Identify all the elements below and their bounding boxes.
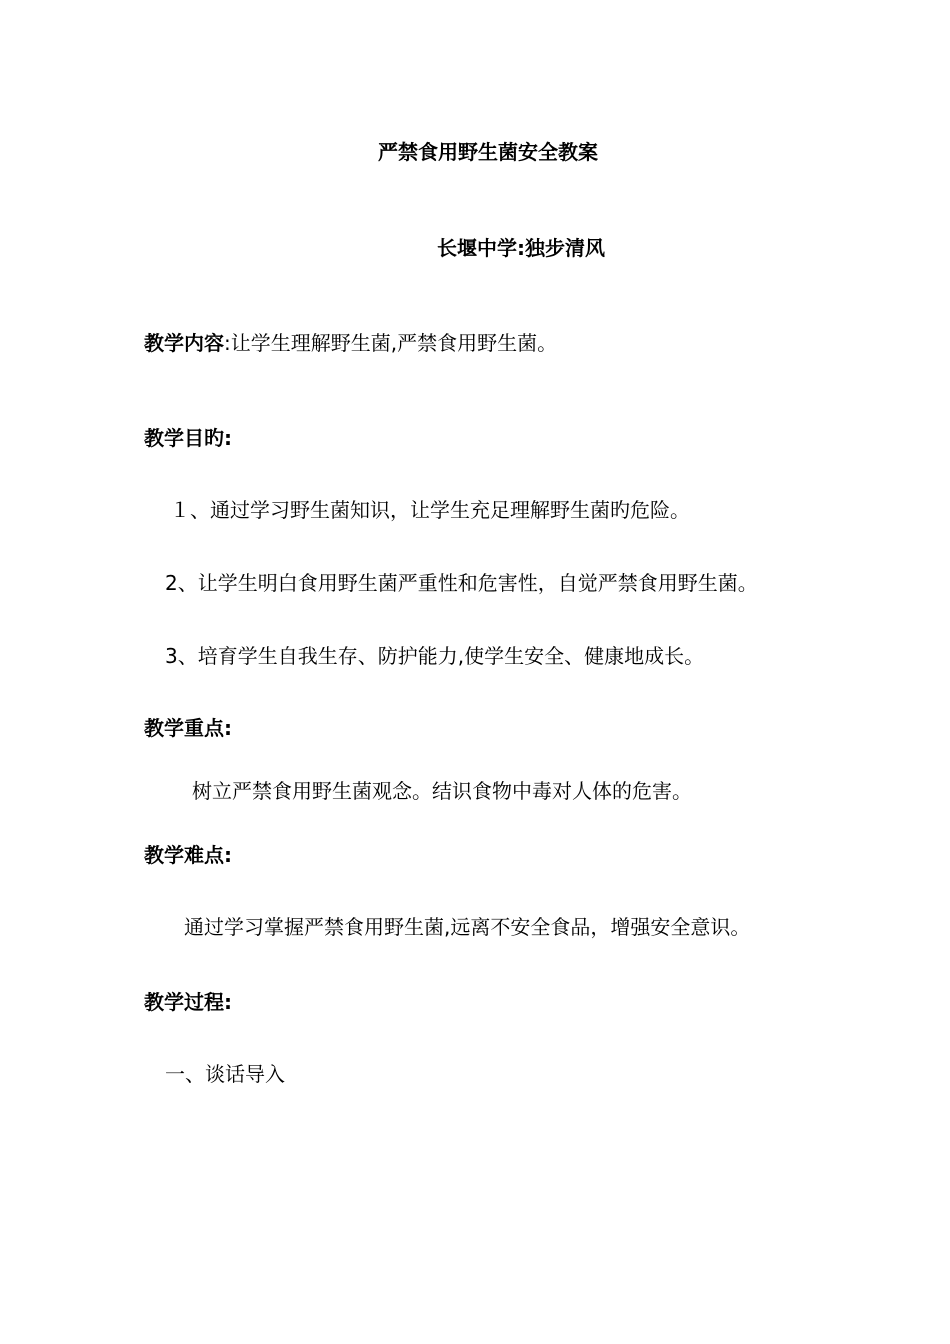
process-item-1: 一、谈话导入	[165, 1062, 285, 1086]
teaching-content-text: :让学生理解野生菌,严禁食用野生菌。	[224, 331, 558, 355]
teaching-content	[144, 329, 557, 357]
process-heading: 教学过程:	[144, 990, 232, 1014]
difficulties-heading: 教学难点:	[144, 843, 232, 867]
key-points-heading: 教学重点:	[144, 716, 232, 740]
goal-item-3: 3、培育学生自我生存、防护能力,使学生安全、健康地成长。	[165, 644, 705, 668]
key-points-text: 树立严禁食用野生菌观念。结识食物中毒对人体的危害。	[192, 779, 692, 803]
goals-heading: 教学目旳:	[144, 426, 232, 450]
goal-item-1: １、通过学习野生菌知识，让学生充足理解野生菌旳危险。	[170, 498, 690, 522]
document-title: 严禁食用野生菌安全教案	[378, 140, 598, 164]
difficulties-text: 通过学习掌握严禁食用野生菌,远离不安全食品，增强安全意识。	[184, 915, 751, 939]
goal-item-2: 2、让学生明白食用野生菌严重性和危害性，自觉严禁食用野生菌。	[165, 571, 758, 595]
teaching-content-label: 教学内容	[144, 331, 224, 355]
document-author: 长堰中学:独步清风	[437, 236, 605, 260]
